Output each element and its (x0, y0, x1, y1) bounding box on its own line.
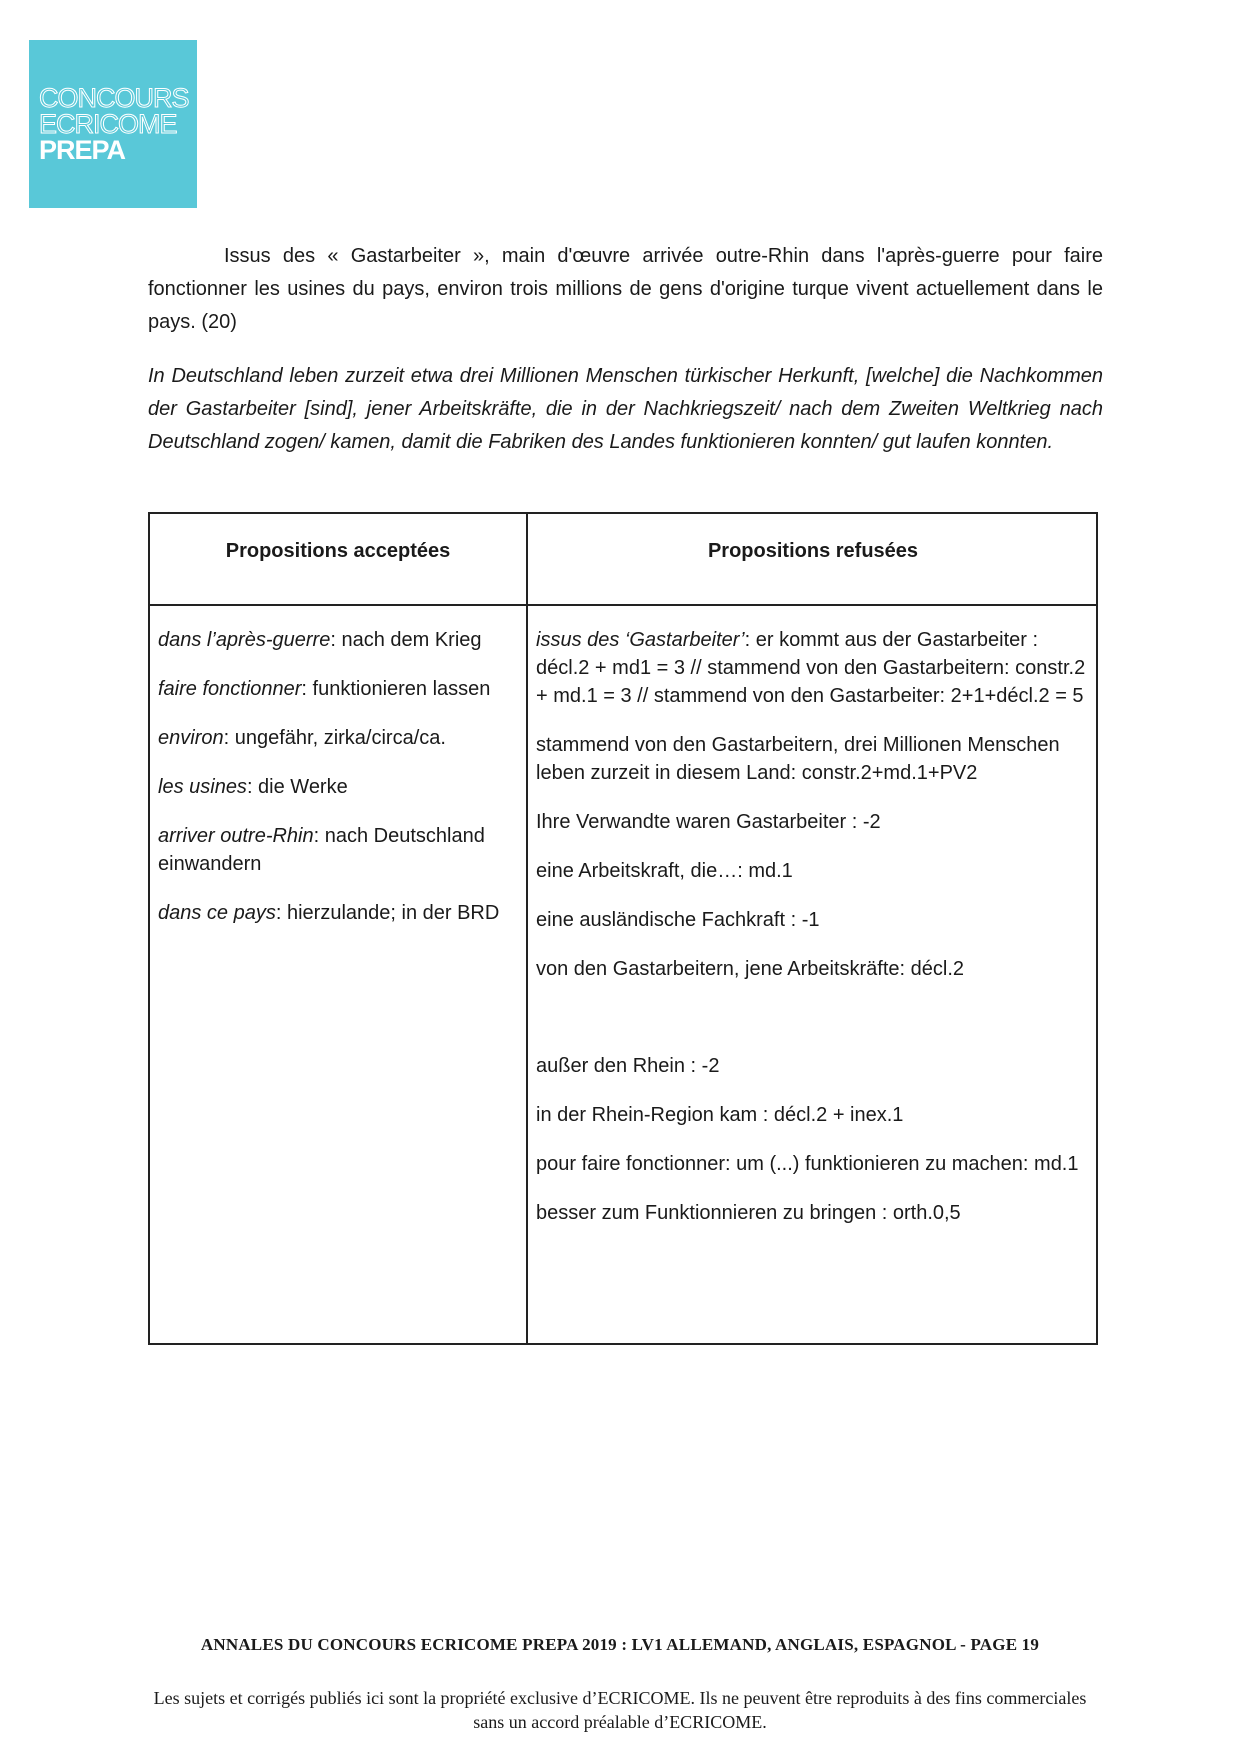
german-translation-paragraph: In Deutschland leben zurzeit etwa drei Millionen Menschen türkischer Herkunft, [welche] die Nachkommen der Gastarbeiter [sind], jener Arbeitskräfte, die in der Nachkriegszeit/ nach dem Zweiten Weltkrieg nach Deutschland zogen/ kamen, damit die Fabriken des Landes funktionieren konnten/ gut laufen konnten. (148, 365, 1103, 453)
ecricome-logo (29, 40, 197, 208)
accepted-entry: environ: ungefähr, zirka/circa/ca. (158, 727, 446, 749)
refused-entry: außer den Rhein : -2 (536, 1055, 720, 1077)
refused-entry: pour faire fonctionner: um (...) funktionieren zu machen: md.1 (536, 1153, 1079, 1175)
blank-gap (536, 1004, 1086, 1052)
accepted-entry: arriver outre-Rhin: nach Deutschland einwandern (158, 825, 485, 875)
refused-entry: eine Arbeitskraft, die…: md.1 (536, 860, 793, 882)
footer-title: ANNALES DU CONCOURS ECRICOME PREPA 2019 : LV1 ALLEMAND, ANGLAIS, ESPAGNOL - PAGE 19 (200, 1635, 1040, 1654)
refused-entry: in der Rhein-Region kam : décl.2 + inex.1 (536, 1104, 904, 1126)
refused-entry: issus des ‘Gastarbeiter’: er kommt aus der Gastarbeiter : décl.2 + md1 = 3 // stammend von den Gastarbeitern: constr.2 + md.1 = 3 // stammend von den Gastarbeiter: 2+1+décl.2 = 5 (536, 629, 1086, 707)
logo-line-concours: CONCOURS (39, 83, 189, 113)
refused-entry: Ihre Verwandte waren Gastarbeiter : -2 (536, 811, 881, 833)
accepted-entry: dans l’après-guerre: nach dem Krieg (158, 629, 482, 651)
logo-line-ecricome: ECRICOME (39, 109, 177, 139)
french-source-paragraph: Issus des « Gastarbeiter », main d'œuvre arrivée outre-Rhin dans l'après-guerre pour faire fonctionner les usines du pays, environ trois millions de gens d'origine turque vivent actuellement dans le pays. (20) (148, 245, 1103, 333)
refused-column (536, 626, 1086, 1248)
logo-line-prepa: PREPA (39, 135, 126, 165)
propositions-table (148, 512, 1098, 1345)
table-header-divider (150, 604, 1096, 606)
refused-entry: eine ausländische Fachkraft : -1 (536, 909, 820, 931)
header-accepted: Propositions acceptées (225, 540, 451, 562)
accepted-entry: dans ce pays: hierzulande; in der BRD (158, 902, 500, 924)
table-column-divider (526, 514, 528, 1343)
footer-copyright-note: Les sujets et corrigés publiés ici sont la propriété exclusive d’ECRICOME. Ils ne peuvent être reproduits à des fins commerciales sans un accord préalable d’ECRICOME. (153, 1688, 1087, 1732)
accepted-entry: les usines: die Werke (158, 776, 348, 798)
refused-entry: besser zum Funktionnieren zu bringen : orth.0,5 (536, 1202, 961, 1224)
refused-entry: stammend von den Gastarbeitern, drei Millionen Menschen leben zurzeit in diesem Land: constr.2+md.1+PV2 (536, 734, 1060, 784)
accepted-entry: faire fonctionner: funktionieren lassen (158, 678, 491, 700)
header-refused: Propositions refusées (707, 540, 919, 562)
refused-entry: von den Gastarbeitern, jene Arbeitskräfte: décl.2 (536, 958, 965, 980)
accepted-column (158, 626, 522, 948)
